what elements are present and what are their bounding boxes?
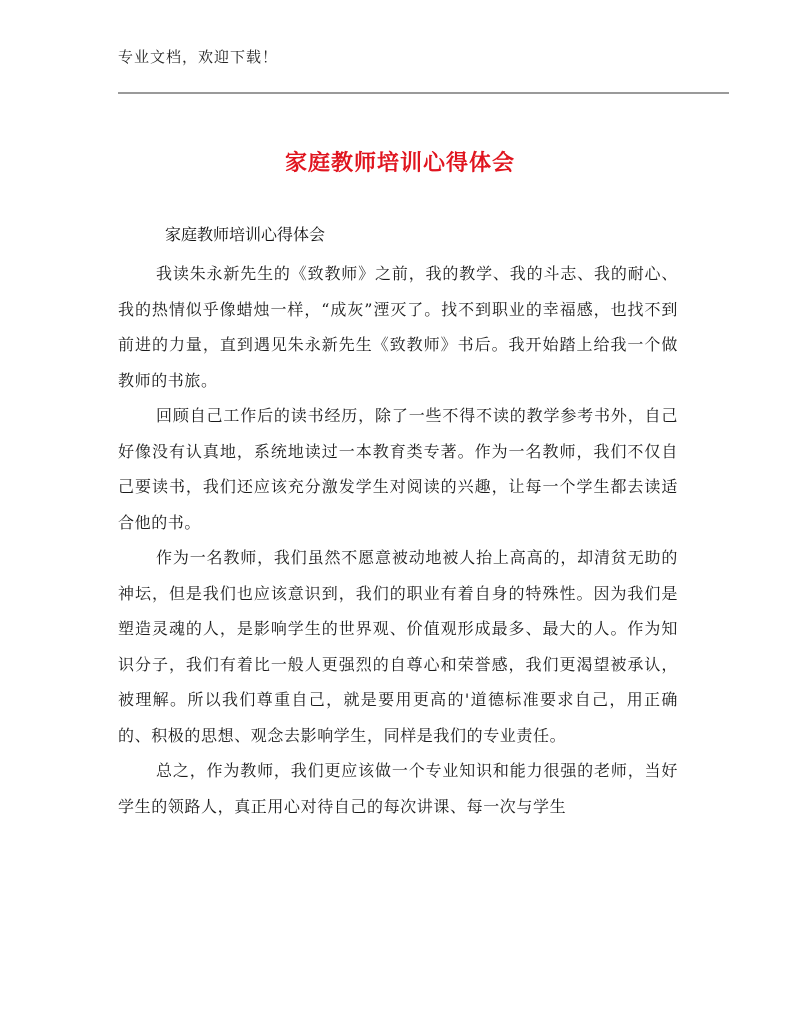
document-subtitle: 家庭教师培训心得体会 <box>165 225 326 244</box>
page-header-text: 专业文档，欢迎下载！ <box>118 48 279 66</box>
document-body <box>118 256 678 824</box>
document-title: 家庭教师培训心得体会 <box>284 151 515 176</box>
header-divider <box>118 92 729 94</box>
body-paragraph: 我读朱永新先生的《致教师》之前，我的教学、我的斗志、我的耐心、我的热情似乎像蜡烛一样，“成灰”湮灭了。找不到职业的幸福感，也找不到前进的力量，直到遇见朱永新先生《致教师》书后。我开始踏上给我一个做教师的书旅。 <box>118 264 678 390</box>
body-paragraph: 总之，作为教师，我们更应该做一个专业知识和能力很强的老师，当好学生的领路人，真正用心对待自己的每次讲课、每一次与学生 <box>118 761 678 816</box>
body-paragraph: 回顾自己工作后的读书经历，除了一些不得不读的教学参考书外，自己好像没有认真地，系统地读过一本教育类专著。作为一名教师，我们不仅自己要读书，我们还应该充分激发学生对阅读的兴趣，让每一个学生都去读适合他的书。 <box>118 406 678 532</box>
body-paragraph: 作为一名教师，我们虽然不愿意被动地被人抬上高高的，却清贫无助的神坛，但是我们也应该意识到，我们的职业有着自身的特殊性。因为我们是塑造灵魂的人，是影响学生的世界观、价值观形成最多、最大的人。作为知识分子，我们有着比一般人更强烈的自尊心和荣誉感，我们更渴望被承认，被理解。所以我们尊重自己，就是要用更高的'道德标准要求自己，用正确的、积极的思想、观念去影响学生，同样是我们的专业责任。 <box>118 548 678 745</box>
